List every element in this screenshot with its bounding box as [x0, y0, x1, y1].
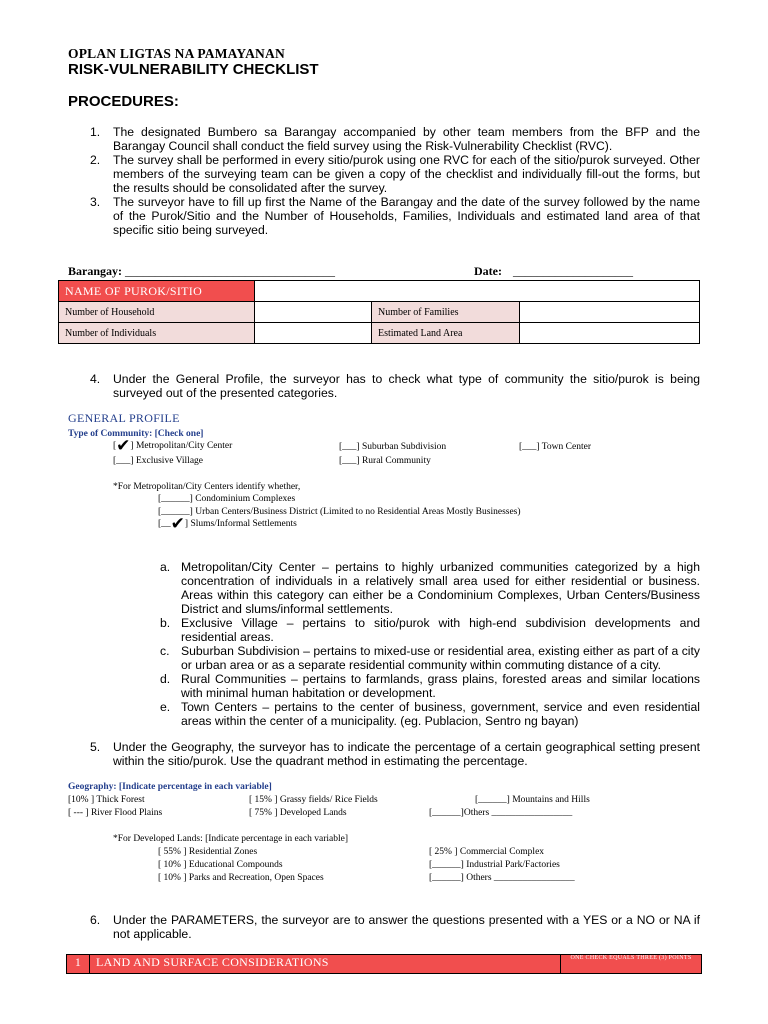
developed-lands-note: *For Developed Lands: [Indicate percentage in each variable] [113, 834, 349, 844]
dev-parks[interactable]: [ 10% ] Parks and Recreation, Open Spaces [158, 873, 324, 883]
barangay-line [68, 264, 335, 279]
bracket: [ [113, 441, 117, 451]
date-label: Date: [474, 264, 502, 278]
procedure-item [68, 125, 700, 153]
org-title: OPLAN LIGTAS NA PAMAYANAN [68, 46, 285, 61]
purok-name-field[interactable] [255, 281, 700, 302]
checkbox[interactable]: [______] [158, 507, 193, 517]
procedure-6 [68, 913, 700, 941]
option-exclusive[interactable] [113, 456, 203, 466]
purok-info-table [58, 280, 700, 344]
families-label: Number of Families [372, 302, 520, 323]
definition-item [160, 700, 700, 728]
individuals-label: Number of Individuals [59, 323, 255, 344]
option-rural[interactable] [339, 456, 431, 466]
sub-option-slums[interactable] [158, 514, 297, 533]
bracket: [__ [158, 519, 171, 529]
option-suburban[interactable] [339, 442, 446, 452]
option-label: Condominium Complexes [195, 494, 296, 504]
option-label: Slums/Informal Settlements [190, 519, 297, 529]
checkbox[interactable]: [___] [339, 456, 360, 466]
option-label: Suburban Subdivision [361, 442, 447, 452]
definition-letter: d. [160, 672, 171, 686]
option-label: Exclusive Village [135, 456, 204, 466]
definition-letter: c. [160, 644, 170, 658]
procedure-text: The survey shall be performed in every sitio/purok using one RVC for each of the sitio/purok surveyed. Other members of the surveying team can be given a copy of the checklist and individually fill-out the forms, but the results should be consolidated after the survey. [113, 153, 700, 195]
checkbox[interactable]: [___] [519, 442, 540, 452]
check-mark-icon: ✔ [116, 436, 131, 455]
checkbox[interactable]: [___] [113, 456, 134, 466]
geo-others[interactable]: [______]Others _________________ [429, 808, 573, 818]
definition-text: Metropolitan/City Center – pertains to highly urbanized communities categorized by a high concentration of individuals in a relatively small area used for either residential or business. Areas within this category can either be a Condominium Complexes, Urban Centers/Business District and slums/informal settlements. [181, 560, 700, 616]
procedure-number: 6. [90, 913, 101, 927]
document-title: RISK-VULNERABILITY CHECKLIST [68, 61, 319, 78]
definition-item [160, 616, 700, 644]
definition-letter: a. [160, 560, 171, 574]
definition-letter: e. [160, 700, 171, 714]
definition-item [160, 560, 700, 616]
dev-residential[interactable]: [ 55% ] Residential Zones [158, 847, 258, 857]
bracket: ] [184, 519, 189, 529]
procedure-number: 4. [90, 372, 101, 386]
option-label: Urban Centers/Business District (Limited to no Residential Areas Mostly Businesses) [195, 507, 521, 517]
sub-option-condo[interactable] [158, 494, 295, 504]
option-label: Rural Community [361, 456, 431, 466]
bracket: ] [130, 441, 134, 451]
families-field[interactable] [520, 302, 700, 323]
procedure-number: 5. [90, 740, 101, 754]
definition-letter: b. [160, 616, 171, 630]
land-area-label: Estimated Land Area [372, 323, 520, 344]
procedure-5 [68, 740, 700, 768]
geography-label: Geography: [Indicate percentage in each variable] [68, 782, 272, 792]
metro-note: *For Metropolitan/City Centers identify whether, [113, 482, 301, 492]
definition-text: Town Centers – pertains to the center of business, government, service and even residential areas within the center of a municipality. (eg. Publacion, Sentro ng bayan) [181, 700, 700, 728]
barangay-field[interactable]: ___________________________________ [125, 264, 335, 278]
section-banner [66, 954, 702, 974]
dev-educational[interactable]: [ 10% ] Educational Compounds [158, 860, 283, 870]
procedure-text: The designated Bumbero sa Barangay accompanied by other team members from the BFP and the Barangay Council shall conduct the field survey using the Risk-Vulnerability Checklist (RVC). [113, 125, 700, 153]
dev-others[interactable]: [______] Others _________________ [429, 873, 575, 883]
section-number: 1 [67, 955, 90, 973]
procedure-4 [68, 372, 700, 400]
household-field[interactable] [255, 302, 372, 323]
option-label: Town Center [541, 442, 591, 452]
procedure-number: 3. [90, 195, 101, 209]
procedure-text: The surveyor have to fill up first the Name of the Barangay and the date of the survey followed by the name of the Purok/Sitio and the Number of Households, Families, Individuals and estimated land area of that specific sitio being surveyed. [113, 195, 700, 237]
definition-text: Rural Communities – pertains to farmlands, grass plains, forested areas and similar locations with minimal human habitation or development. [181, 672, 700, 700]
type-of-community-label: Type of Community: [Check one] [68, 429, 204, 439]
geo-river-flood[interactable]: [ --- ] River Flood Plains [68, 808, 163, 818]
purok-name-label: NAME OF PUROK/SITIO [59, 281, 255, 302]
general-profile-heading: GENERAL PROFILE [68, 411, 180, 425]
procedure-item [68, 372, 700, 400]
definition-item [160, 672, 700, 700]
land-area-field[interactable] [520, 323, 700, 344]
procedures-list [68, 125, 700, 237]
household-label: Number of Household [59, 302, 255, 323]
option-label: Metropolitan/City Center [135, 441, 233, 451]
procedure-item [68, 740, 700, 768]
check-mark-icon: ✔ [170, 514, 185, 533]
section-note: ONE CHECK EQUALS THREE (3) POINTS [560, 955, 701, 973]
procedure-number: 1. [90, 125, 101, 139]
individuals-field[interactable] [255, 323, 372, 344]
checkbox[interactable]: [______] [158, 494, 193, 504]
procedure-item [68, 913, 700, 941]
checkbox[interactable]: [___] [339, 442, 360, 452]
option-town[interactable] [519, 442, 591, 452]
procedure-number: 2. [90, 153, 101, 167]
option-metro[interactable] [113, 436, 233, 455]
procedures-heading: PROCEDURES: [68, 93, 179, 110]
geo-developed[interactable]: [ 75% ] Developed Lands [249, 808, 347, 818]
procedure-item [68, 153, 700, 195]
procedure-text: Under the PARAMETERS, the surveyor are to answer the questions presented with a YES or a NO or NA if not applicable. [113, 913, 700, 941]
dev-industrial[interactable]: [______] Industrial Park/Factories [429, 860, 560, 870]
dev-commercial[interactable]: [ 25% ] Commercial Complex [429, 847, 545, 857]
geo-thick-forest[interactable]: [10% ] Thick Forest [68, 795, 145, 805]
sub-option-urban[interactable] [158, 507, 521, 517]
geo-mountains[interactable]: [______] Mountains and Hills [475, 795, 590, 805]
definition-item [160, 644, 700, 672]
procedure-item [68, 195, 700, 237]
procedure-text: Under the General Profile, the surveyor has to check what type of community the sitio/purok is being surveyed out of the presented categories. [113, 372, 700, 400]
procedure-text: Under the Geography, the surveyor has to indicate the percentage of a certain geographical setting present within the sitio/purok. Use the quadrant method in estimating the percentage. [113, 740, 700, 768]
definition-text: Suburban Subdivision – pertains to mixed-use or residential area, existing either as part of a city or urban area or as a separate residential community within commuting distance of a city. [181, 644, 700, 672]
date-field[interactable]: ____________________ [512, 264, 633, 278]
geo-grassy-fields[interactable]: [ 15% ] Grassy fields/ Rice Fields [249, 795, 378, 805]
section-title: LAND AND SURFACE CONSIDERATIONS [96, 955, 329, 969]
definition-text: Exclusive Village – pertains to sitio/purok with high-end subdivision developments and residential areas. [181, 616, 700, 644]
definitions-list [160, 560, 700, 728]
barangay-label: Barangay: [68, 264, 122, 278]
date-line [474, 264, 633, 279]
